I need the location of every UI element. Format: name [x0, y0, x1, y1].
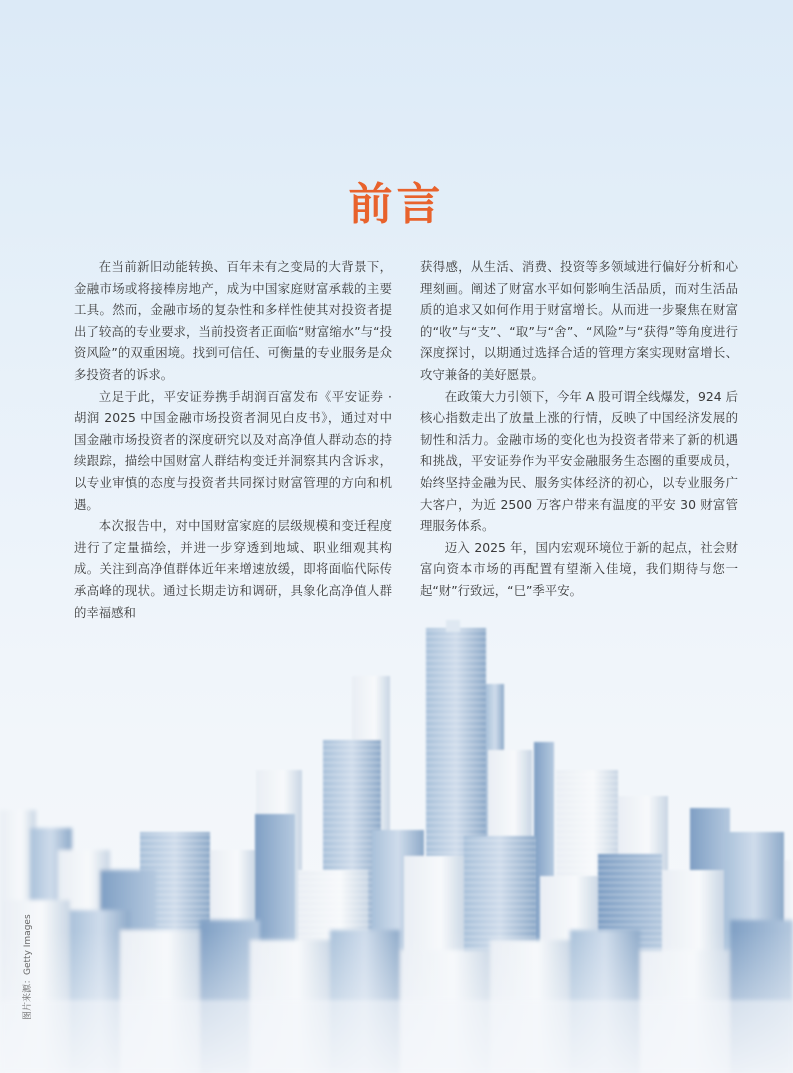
right-column [420, 256, 738, 602]
paragraph-3-continued: 获得感，从生活、消费、投资等多领域进行偏好分析和心理刻画。阐述了财富水平如何影响生活品质，而对生活品质的追求又如何作用于财富增长。从而进一步聚焦在财富的“收”与“支”、“取”与“舍”、“风险”与“获得”等角度进行深度探讨，以期通过选择合适的管理方案实现财富增长、攻守兼备的美好愿景。 [420, 259, 738, 382]
paragraph-2: 立足于此，平安证券携手胡润百富发布《平安证券 · 胡润 2025 中国金融市场投资者洞见白皮书》，通过对中国金融市场投资者的深度研究以及对高净值人群动态的持续跟踪，描绘中国财富人群结构变迁并洞察其内含诉求，以专业审慎的态度与投资者共同探讨财富管理的方向和机遇。 [74, 388, 392, 512]
page-title: 前言 [348, 179, 445, 230]
left-column [74, 256, 392, 623]
paragraph-4: 在政策大力引领下，今年 A 股可谓全线爆发，924 后核心指数走出了放量上涨的行情，反映了中国经济发展的韧性和活力。金融市场的变化也为投资者带来了新的机遇和挑战，平安证券作为平安金融服务生态圈的重要成员，始终坚持金融为民、服务实体经济的初心，以专业服务广大客户，为近 2500 万客户带来有温度的平安 30 财富管理服务体系。 [420, 388, 738, 534]
paragraph-3: 本次报告中，对中国财富家庭的层级规模和变迁程度进行了定量描绘，并进一步穿透到地域、职业细观其构成。关注到高净值群体近年来增速放缓，即将面临代际传承高峰的现状。通过长期走访和调研，具象化高净值人群 [74, 518, 392, 598]
paragraph-5: 迈入 2025 年，国内宏观环境位于新的起点，社会财富向资本市场的再配置有望渐入佳境，我们期待与您一起“财”行致远，“巳”季平安。 [420, 539, 738, 598]
image-credit: 图片来源：Getty Images [23, 914, 33, 1020]
city-skyline-image [0, 600, 793, 1073]
paragraph-1: 在当前新旧动能转换、百年未有之变局的大背景下，金融市场或将接棒房地产，成为中国家庭财富承载的主要工具。然而，金融市场的复杂性和多样性使其对投资者提出了较高的专业要求，当前投资者正面临“财富缩水”与“投资风险”的双重困境。找到可信任、可衡量的专业服务是众多投资者的诉求。 [74, 259, 392, 382]
